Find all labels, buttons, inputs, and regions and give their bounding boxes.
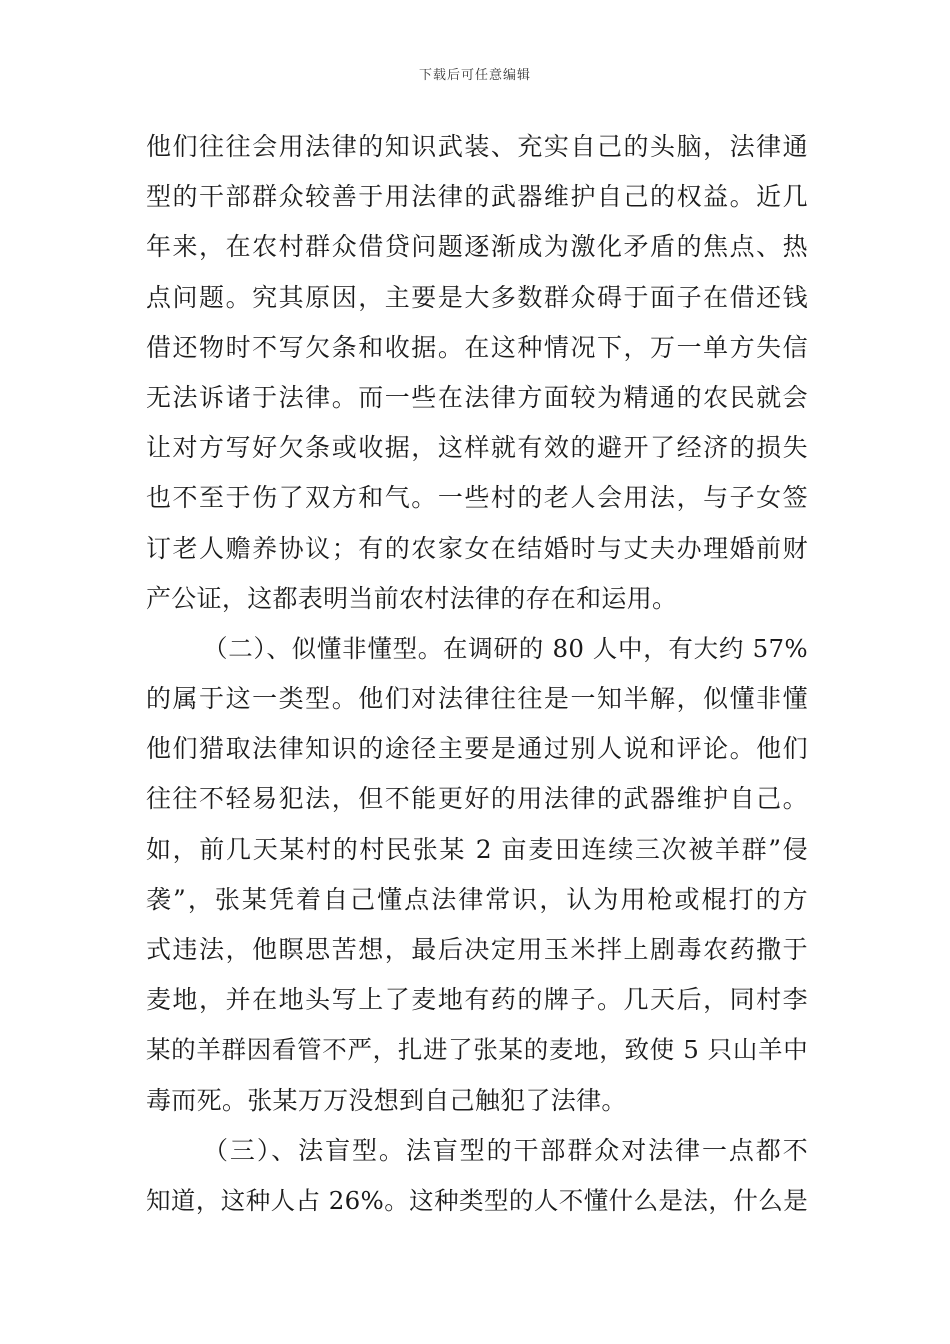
text-line: 型的干部群众较善于用法律的武器维护自己的权益。近几: [146, 182, 808, 212]
text-line: 订老人赡养协议；有的农家女在结婚时与丈夫办理婚前财: [146, 533, 808, 563]
text-line: 点问题。究其原因，主要是大多数群众碍于面子在借还钱: [146, 282, 808, 312]
page-header: 下载后可任意编辑: [418, 68, 531, 83]
text-line: 让对方写好欠条或收据，这样就有效的避开了经济的损失: [146, 433, 808, 463]
text-line: 知道，这种人占 26%。这种类型的人不懂什么是法，什么是: [146, 1185, 808, 1215]
paragraph-heading-line: （二）、似懂非懂型。在调研的 80 人中，有大约 57%: [203, 633, 808, 663]
text-line: 毒而死。张某万万没想到自己触犯了法律。: [146, 1085, 627, 1115]
text-line: 麦地，并在地头写上了麦地有药的牌子。几天后，同村李: [146, 985, 808, 1015]
text-line: 也不至于伤了双方和气。一些村的老人会用法，与子女签: [146, 483, 808, 513]
text-line: 借还物时不写欠条和收据。在这种情况下，万一单方失信: [146, 332, 808, 362]
paragraph-heading-line: （三）、法盲型。法盲型的干部群众对法律一点都不: [203, 1135, 808, 1165]
text-line: 往往不轻易犯法，但不能更好的用法律的武器维护自己。: [146, 784, 808, 814]
text-line: 如，前几天某村的村民张某 2 亩麦田连续三次被羊群”侵: [146, 834, 808, 864]
text-line: 他们往往会用法律的知识武装、充实自己的头脑，法律通: [146, 132, 808, 161]
text-line: 袭”，张某凭着自己懂点法律常识，认为用枪或棍打的方: [146, 884, 808, 914]
text-line: 某的羊群因看管不严，扎进了张某的麦地，致使 5 只山羊中: [146, 1035, 808, 1065]
text-line: 无法诉诸于法律。而一些在法律方面较为精通的农民就会: [146, 382, 808, 412]
text-line: 产公证，这都表明当前农村法律的存在和运用。: [146, 583, 678, 613]
text-line: 的属于这一类型。他们对法律往往是一知半解，似懂非懂: [146, 684, 808, 714]
document-body: [146, 122, 808, 1226]
text-line: 他们猎取法律知识的途径主要是通过别人说和评论。他们: [146, 734, 808, 764]
text-line: 年来，在农村群众借贷问题逐渐成为激化矛盾的焦点、热: [146, 232, 808, 262]
text-line: 式违法，他瞑思苦想，最后决定用玉米拌上剧毒农药撒于: [146, 935, 808, 964]
